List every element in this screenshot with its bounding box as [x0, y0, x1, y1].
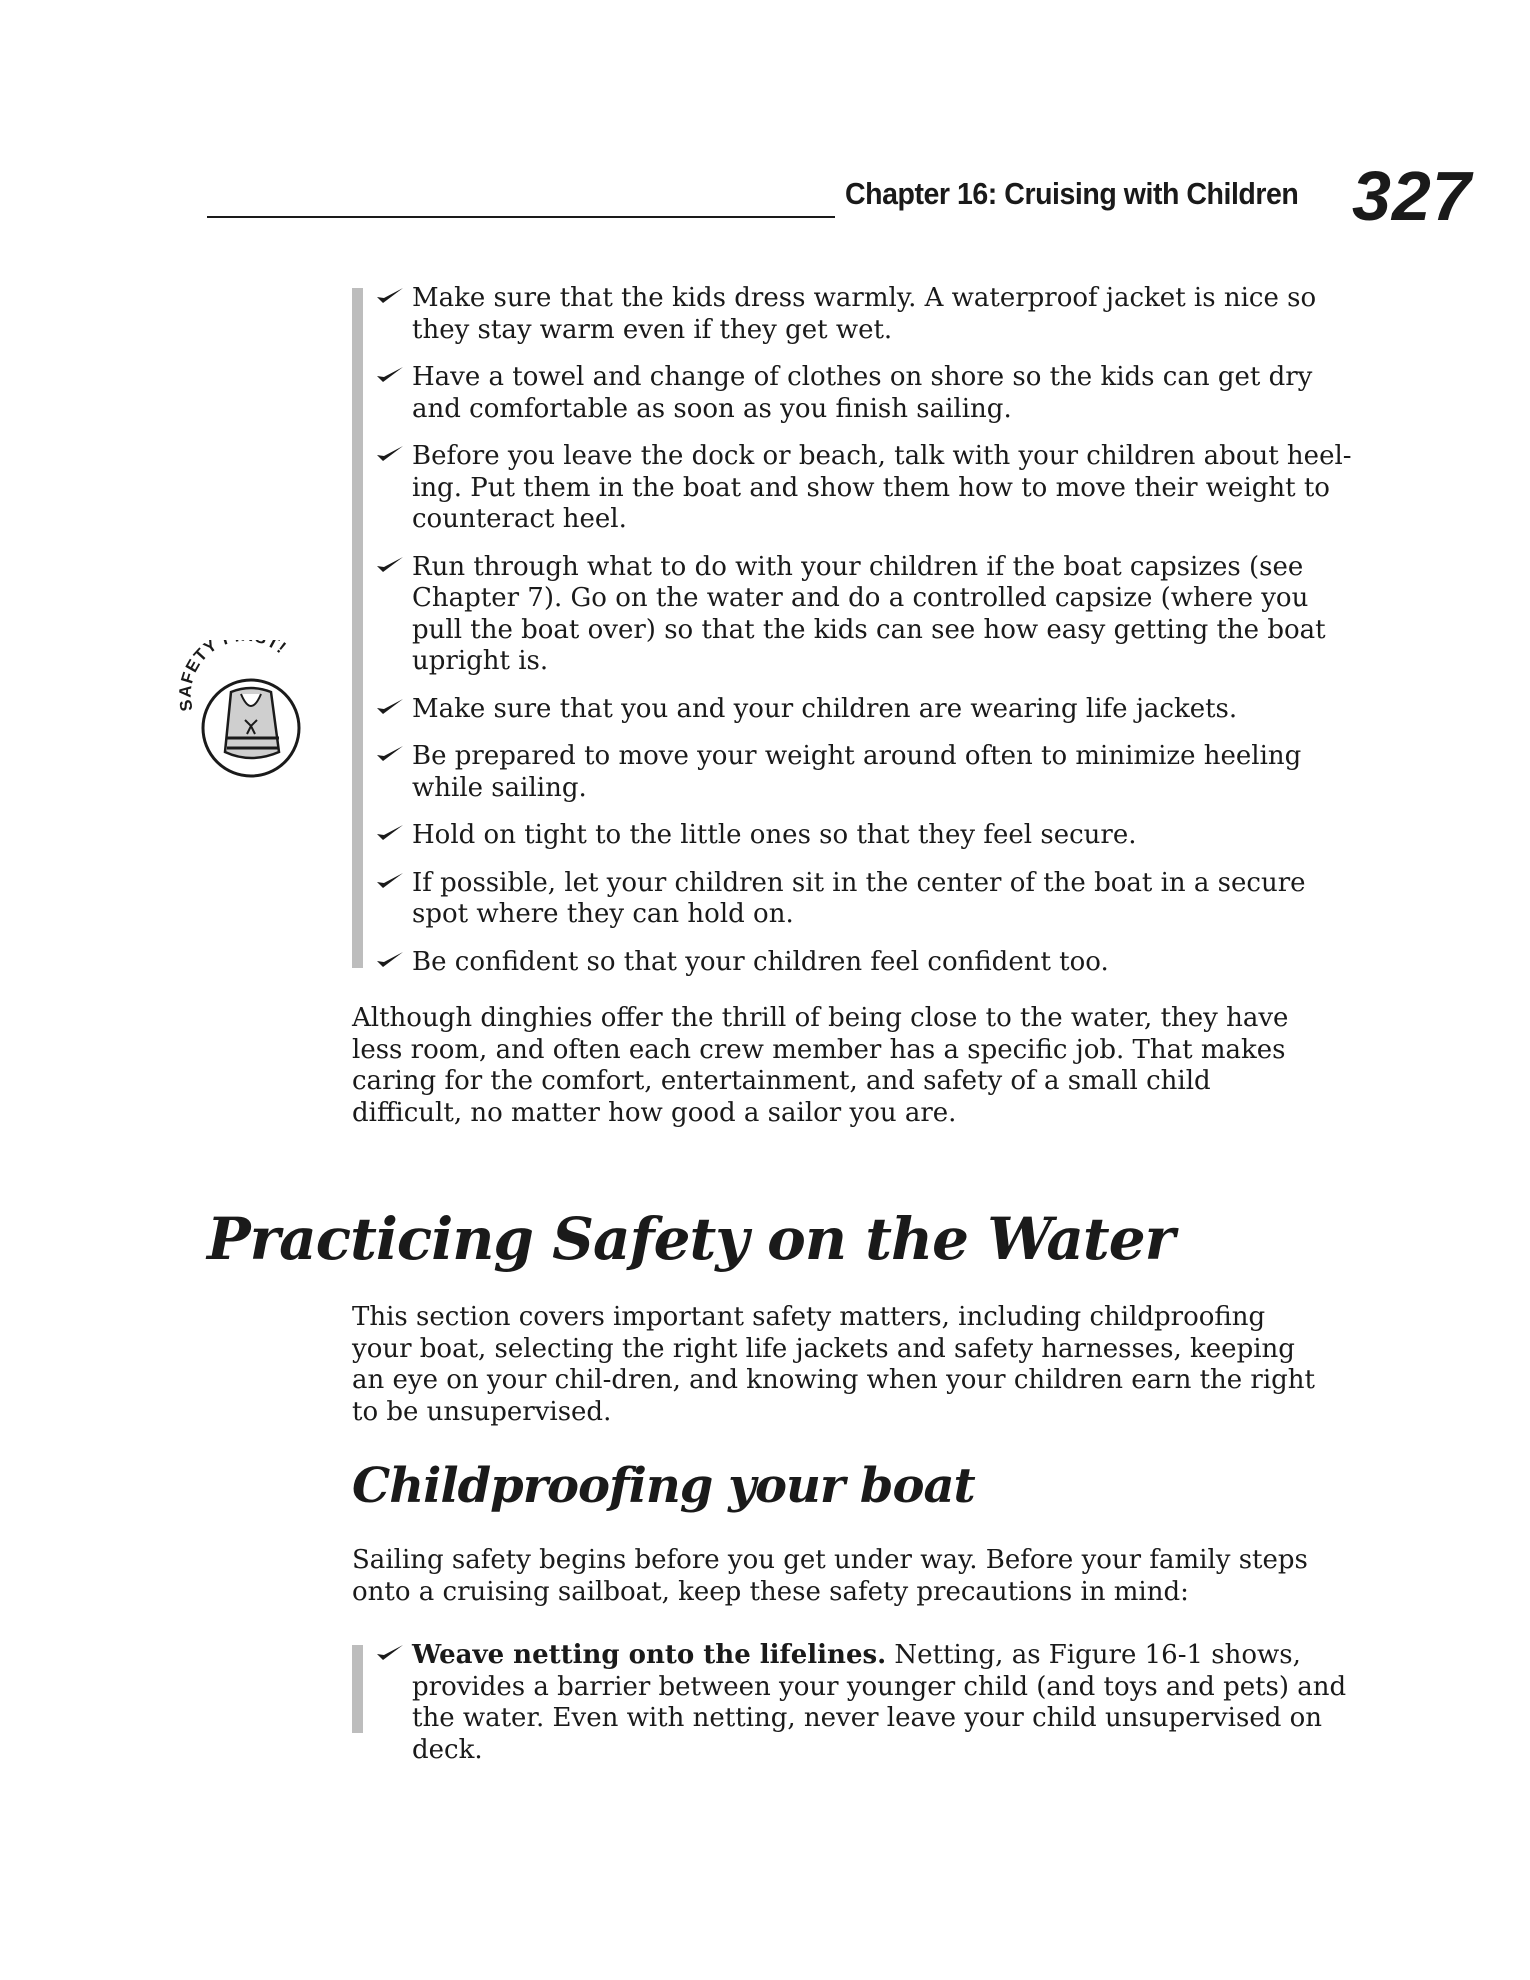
- bullet-list-top: [375, 283, 1352, 994]
- sidebar-bar-top: [352, 288, 363, 968]
- paragraph-subsection-intro: Sailing safety begins before you get under way. Before your family steps onto a cruising sailboat, keep these safety precautions in mind:: [352, 1545, 1308, 1607]
- check-icon: [375, 554, 405, 576]
- list-item: If possible, let your children sit in the center of the boat in a secure spot where they can hold on.: [375, 868, 1352, 931]
- check-icon: [375, 696, 405, 718]
- life-jacket-icon: [175, 640, 315, 790]
- check-icon: [375, 870, 405, 892]
- list-item: Have a towel and change of clothes on shore so the kids can get dry and comfortable as soon as you finish sailing.: [375, 362, 1352, 425]
- paragraph-section-intro: This section covers important safety matters, including childproofing your boat, selecting the right life jackets and safety harnesses, keeping an eye on your chil-dren, and knowing when your children earn the right to be unsupervised.: [352, 1302, 1316, 1427]
- check-icon: [375, 822, 405, 844]
- check-icon: [375, 1642, 405, 1664]
- section-heading: Practicing Safety on the Water: [207, 1205, 1175, 1273]
- check-icon: [375, 285, 405, 307]
- list-item: Make sure that you and your children are wearing life jackets.: [375, 694, 1352, 726]
- list-item: Before you leave the dock or beach, talk with your children about heel-ing. Put them in the boat and show them how to move their weight to counteract heel.: [375, 441, 1352, 536]
- check-icon: [375, 949, 405, 971]
- list-item: Hold on tight to the little ones so that they feel secure.: [375, 820, 1352, 852]
- paragraph-dinghies: Although dinghies offer the thrill of being close to the water, they have less room, and often each crew member has a specific job. That makes caring for the comfort, entertainment, and safety of a small child difficult, no matter how good a sailor you are.: [352, 1003, 1289, 1128]
- safety-first-icon: [175, 640, 315, 790]
- running-head: Chapter 16: Cruising with Children: [845, 176, 1299, 211]
- check-icon: [375, 743, 405, 765]
- check-icon: [375, 364, 405, 386]
- sidebar-bar-bottom: [352, 1645, 363, 1733]
- list-item: Be prepared to move your weight around often to minimize heeling while sailing.: [375, 741, 1352, 804]
- page-number: 327: [1352, 157, 1472, 235]
- safety-first-label: SAFETY T!: [175, 640, 291, 713]
- bullet-lead-in: Weave netting onto the lifelines.: [412, 1640, 887, 1670]
- header-rule: [207, 216, 835, 218]
- list-item: Run through what to do with your children if the boat capsizes (see Chapter 7). Go on the water and do a controlled capsize (where you pull the boat over) so that the kids can see how easy getting the boat upright is.: [375, 552, 1352, 678]
- subsection-heading: Childproofing your boat: [352, 1458, 975, 1514]
- list-item: Be confident so that your children feel confident too.: [375, 947, 1352, 979]
- bullet-list-bottom: [375, 1640, 1352, 1782]
- check-icon: [375, 443, 405, 465]
- list-item: Make sure that the kids dress warmly. A waterproof jacket is nice so they stay warm even if they get wet.: [375, 283, 1352, 346]
- list-item: Weave netting onto the lifelines. Netting, as Figure 16-1 shows, provides a barrier between your younger child (and toys and pets) and the water. Even with netting, never leave your child unsupervised on deck.: [375, 1640, 1352, 1766]
